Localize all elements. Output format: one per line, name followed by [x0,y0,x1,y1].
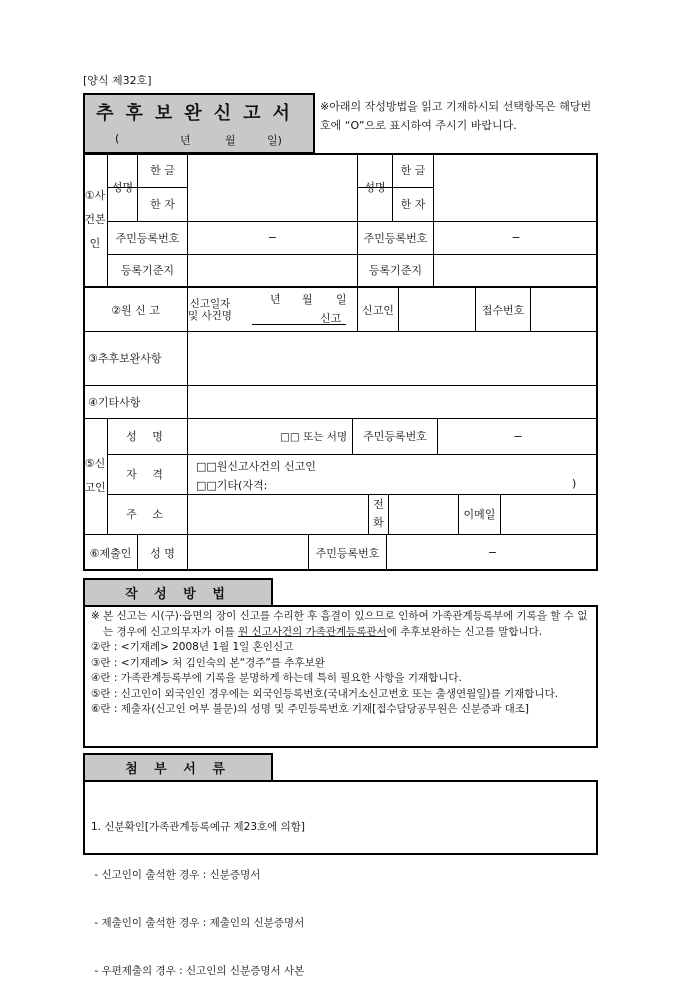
s1-hanja-right: 한 자 [400,198,426,211]
s5-address: 주 소 [126,508,169,521]
s4-input[interactable] [188,386,597,417]
s1-hanja-input-left[interactable] [188,188,356,220]
attach-title: 첨 부 서 류 [83,753,273,781]
method-note [91,609,590,640]
s2-month: 월 [302,293,313,306]
instructions-note: ※아래의 작성방법을 읽고 기재하시되 선택항목은 해당번호에 “O”으로 표시하여 주시기 바랍니다. [320,100,592,132]
s1-regbase-right: 등록기준지 [368,264,423,277]
s1-regbase-left: 등록기준지 [120,264,175,277]
s5-address-input[interactable] [188,495,367,533]
s5-name: 성 명 [126,430,169,443]
s5-rrn: 주민등록번호 [363,430,427,443]
s5-email-input[interactable] [501,495,597,533]
s1-regbase-input-right[interactable] [434,255,597,285]
s5-rrn-dash: − [513,429,523,443]
section5-label: ⑤신고인 [84,457,106,494]
attach-line: - 우편제출의 경우 : 신고인의 신분증명서 사본 [91,965,305,977]
s5-sign: □□ 또는 서명 [280,431,348,443]
s1-hangul-input-right[interactable] [434,154,597,186]
s2-reporter: 신고인 [362,303,394,317]
s1-rrn-left-dash: − [267,231,278,244]
s2-day: 일 [336,293,347,306]
method-title: 작 성 방 법 [83,578,273,606]
attach-box [83,780,598,977]
s5-opt2[interactable]: □□기타(자격: [196,479,268,492]
s6-rrn-dash: − [487,546,498,559]
form-title: 추후보완신고서 [96,103,302,124]
method-item: ⑤란 : 신고인이 외국인인 경우에는 외국인등록번호(국내거소신고번호 또는 출생연월일)를 기재합니다. [91,687,559,700]
s1-name-left: 성명 [111,181,134,194]
s5-qualification: 자 격 [126,468,169,481]
method-note-underlined: 원 신고사건의 가족관계등록관서 [238,625,387,638]
method-item: ③란 : <기재례> 처 김인숙의 본“경주”를 추후보완 [91,656,325,669]
s6-name-input[interactable] [188,535,307,570]
s1-hanja-left: 한 자 [150,198,175,211]
method-box [83,605,598,748]
s6-rrn: 주민등록번호 [315,546,380,560]
s5-phone-input[interactable] [389,495,457,533]
s5-phone: 전화 [373,498,384,529]
s2-reporter-input[interactable] [399,289,474,330]
section2-label: ②원 신 고 [111,303,160,317]
section1-label: ①사건본인 [84,189,106,250]
date-month: 월 [225,134,236,147]
s2-report: 신고 [320,312,342,325]
s1-rrn-left: 주민등록번호 [115,231,180,245]
method-note-b: 에 추후보완하는 신고를 말합니다. [386,625,543,638]
s1-hangul-right: 한 글 [400,164,426,177]
s6-name: 성 명 [150,546,175,560]
s1-hangul-left: 한 글 [150,164,175,177]
s1-name-right: 성명 [364,181,386,194]
s5-opt2-close: ) [572,477,577,490]
section4-label: ④기타사항 [88,395,141,409]
attach-line: 1. 신분확인[가족관계등록예규 제23호에 의함] [91,821,306,833]
s2-receipt-no: 접수번호 [481,303,525,317]
s1-rrn-right: 주민등록번호 [363,231,428,245]
section3-label: ③추후보완사항 [88,352,162,365]
method-item: ④란 : 가족관계등록부에 기록을 분명하게 하는데 특히 필요한 사항을 기재합니다. [91,672,462,684]
s2-receipt-input[interactable] [531,289,597,330]
method-item: ②란 : <기재례> 2008년 1월 1일 혼인신고 [91,641,294,653]
s2-date-case: 신고일자 및 사건명 [188,297,232,322]
s1-regbase-input-left[interactable] [188,255,356,285]
date-day: 일) [267,134,282,147]
date-year: 년 [180,134,191,147]
method-note-a: ※ 본 신고는 시(구)·읍면의 장이 신고를 수리한 후 흠결이 있으므로 인하여 가족관계등록부에 기록을 할 수 없는 경우에 신고의무자가 이를 [91,610,588,638]
form-number: [양식 제32호] [83,74,152,87]
s1-rrn-right-dash: − [511,231,521,244]
attach-line: - 신고인이 출석한 경우 : 신분증명서 [91,869,261,881]
s5-email: 이메일 [463,508,496,521]
s3-input[interactable] [188,332,597,384]
section6-label: ⑥제출인 [89,546,132,560]
method-item: ⑥란 : 제출자(신고인 여부 불문)의 성명 및 주민등록번호 기재[접수담당공무원은 신분증과 대조] [91,703,530,715]
s5-opt1[interactable]: □□원신고사건의 신고인 [196,460,316,473]
s1-hanja-input-right[interactable] [434,188,597,220]
s2-year: 년 [270,293,281,306]
date-open: ( [115,132,120,145]
attach-line: - 제출인이 출석한 경우 : 제출인의 신분증명서 [91,917,305,929]
s1-hangul-input-left[interactable] [188,154,356,186]
